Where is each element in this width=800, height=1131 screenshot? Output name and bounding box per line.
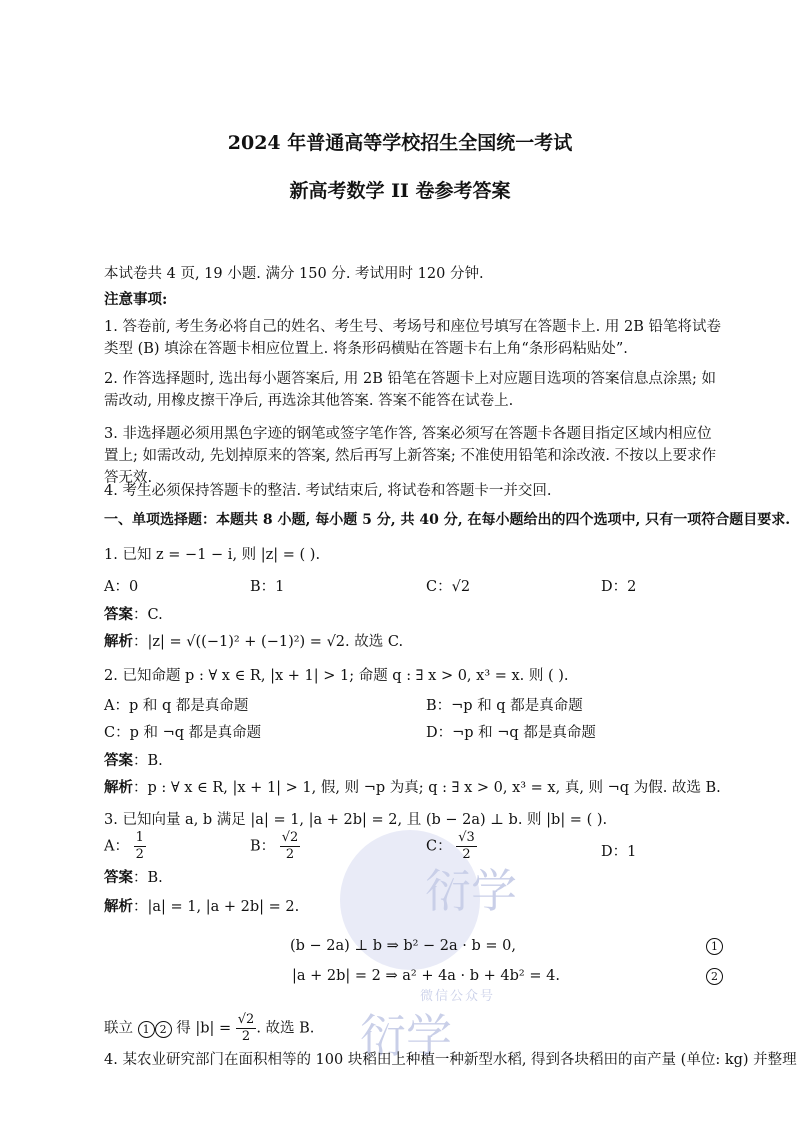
q3-option-b — [250, 830, 300, 863]
watermark-text-top: 衍学 — [425, 864, 517, 918]
frac-num: 1 — [135, 830, 144, 845]
q3-conclusion — [104, 1012, 314, 1045]
option-b-label: B： — [250, 838, 276, 855]
conclusion-mid: 得 |b| = — [176, 1020, 232, 1037]
q2-option-d: D：¬p 和 ¬q 都是真命题 — [426, 725, 596, 741]
answer-label: 答案 — [104, 869, 133, 886]
watermark-text-mid: 微信公众号 — [420, 989, 496, 1004]
q3-equation-1: (b − 2a) ⊥ b ⇒ b² − 2a · b = 0, — [290, 938, 516, 954]
q2-option-c: C：p 和 ¬q 都是真命题 — [104, 725, 262, 741]
frac-den: 2 — [285, 847, 295, 862]
q2-analysis — [104, 776, 721, 797]
q1-option-b: B：1 — [250, 579, 285, 595]
conclusion-prefix: 联立 — [104, 1020, 133, 1037]
circled-number: 2 — [155, 1021, 172, 1038]
frac-den: 2 — [135, 847, 144, 862]
exam-info: 本试卷共 4 页, 19 小题. 满分 150 分. 考试用时 120 分钟. — [104, 266, 484, 282]
q2-option-b: B：¬p 和 q 都是真命题 — [426, 698, 583, 714]
analysis-text: ：|z| = √((−1)² + (−1)²) = √2. 故选 C. — [133, 634, 404, 650]
watermark-text-bottom: 衍学 — [360, 1009, 452, 1063]
option-a-fraction — [134, 830, 146, 863]
note-3: 3. 非选择题必须用黑色字迹的钢笔或签字笔作答, 答案必须写在答题卡各题目指定区域内相应位置上; 如需改动, 先划掉原来的答案, 然后再写上新答案; 不准使用铅笔和涂改液. 不按以上要求作答无效. — [104, 426, 717, 486]
q3-stem: 3. 已知向量 a, b 满足 |a| = 1, |a + 2b| = 2, 且 (b − 2a) ⊥ b. 则 |b| = ( ). — [104, 812, 608, 828]
analysis-label: 解析 — [104, 898, 133, 915]
q3-option-d: D：1 — [601, 844, 637, 860]
q1-option-c: C：√2 — [426, 579, 471, 595]
page-subtitle: 新高考数学 II 卷参考答案 — [289, 180, 511, 202]
circled-number: 1 — [138, 1021, 155, 1038]
q3-answer — [104, 866, 163, 887]
conclusion-fraction — [236, 1012, 257, 1045]
analysis-text: ：|a| = 1, |a + 2b| = 2. — [133, 899, 300, 915]
q2-option-a: A：p 和 q 都是真命题 — [104, 698, 249, 714]
q2-answer — [104, 749, 163, 770]
q3-equation-2-tag — [706, 968, 723, 985]
answer-value: ：B. — [133, 753, 163, 769]
circled-number: 2 — [706, 968, 723, 985]
frac-num: √3 — [458, 830, 475, 845]
q3-equation-2: |a + 2b| = 2 ⇒ a² + 4a · b + 4b² = 4. — [292, 968, 560, 984]
note-1: 1. 答卷前, 考生务必将自己的姓名、考生号、考场号和座位号填写在答题卡上. 用 2B 铅笔将试卷类型 (B) 填涂在答题卡相应位置上. 将条形码横贴在答题卡右上角“条形码粘贴处”. — [104, 319, 721, 357]
frac-num: √2 — [281, 830, 299, 845]
frac-den: 2 — [462, 847, 471, 862]
q1-option-a: A：0 — [104, 579, 139, 595]
notice-heading: 注意事项: — [104, 291, 168, 308]
answer-label: 答案 — [104, 606, 133, 623]
analysis-text: ：p : ∀ x ∈ R, |x + 1| > 1, 假, 则 ¬p 为真; q : ∃ x > 0, x³ = x, 真, 则 ¬q 为假. 故选 B. — [133, 780, 721, 796]
q1-analysis — [104, 630, 403, 651]
q1-option-d: D：2 — [601, 579, 637, 595]
analysis-label: 解析 — [104, 779, 133, 796]
frac-num: √2 — [237, 1012, 255, 1027]
q4-stem: 4. 某农业研究部门在面积相等的 100 块稻田上种植一种新型水稻, 得到各块稻田的亩产量 (单位: kg) 并整理 — [104, 1052, 797, 1068]
frac-den: 2 — [241, 1029, 251, 1044]
note-4: 4. 考生必须保持答题卡的整洁. 考试结束后, 将试卷和答题卡一并交回. — [104, 483, 552, 499]
q3-analysis — [104, 895, 299, 916]
q3-equation-1-tag — [706, 938, 723, 955]
answer-value: ：B. — [133, 870, 163, 886]
q3-option-c — [426, 830, 477, 863]
circled-number: 1 — [706, 938, 723, 955]
q2-stem: 2. 已知命题 p : ∀ x ∈ R, |x + 1| > 1; 命题 q : ∃ x > 0, x³ = x. 则 ( ). — [104, 668, 569, 684]
section-1-heading: 一、单项选择题：本题共 8 小题, 每小题 5 分, 共 40 分, 在每小题给出的四个选项中, 只有一项符合题目要求. — [104, 512, 791, 528]
option-c-label: C： — [426, 838, 452, 855]
option-a-label: A： — [104, 838, 129, 855]
note-2: 2. 作答选择题时, 选出每小题答案后, 用 2B 铅笔在答题卡上对应题目选项的答案信息点涂黑; 如需改动, 用橡皮擦干净后, 再选涂其他答案. 答案不能答在试卷上. — [104, 371, 716, 409]
q1-answer — [104, 603, 163, 624]
q1-stem: 1. 已知 z = −1 − i, 则 |z| = ( ). — [104, 547, 321, 563]
answer-value: ：C. — [133, 607, 163, 623]
conclusion-suffix: . 故选 B. — [256, 1020, 315, 1037]
answer-label: 答案 — [104, 752, 133, 769]
q3-option-a — [104, 830, 146, 863]
analysis-label: 解析 — [104, 633, 133, 650]
option-c-fraction — [456, 830, 477, 863]
option-b-fraction — [280, 830, 301, 863]
page-title: 2024 年普通高等学校招生全国统一考试 — [227, 132, 573, 154]
